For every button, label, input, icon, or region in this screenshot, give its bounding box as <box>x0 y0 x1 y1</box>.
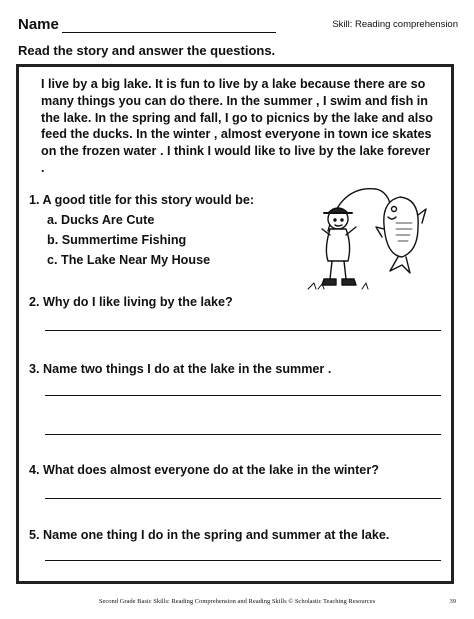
instructions: Read the story and answer the questions. <box>18 43 276 58</box>
answer-line-3a[interactable] <box>45 395 441 396</box>
page-number: 39 <box>449 598 456 605</box>
worksheet-header <box>18 14 458 38</box>
question-3: 3. Name two things I do at the lake in the summer . <box>29 362 332 376</box>
worksheet-frame <box>16 64 454 584</box>
question-1: 1. A good title for this story would be: <box>29 193 255 207</box>
answer-line-2[interactable] <box>45 330 441 331</box>
answer-line-5[interactable] <box>45 560 441 561</box>
question-5: 5. Name one thing I do in the spring and summer at the lake. <box>29 528 390 542</box>
answer-line-4[interactable] <box>45 498 441 499</box>
story-text: I live by a big lake. It is fun to live by a lake because there are so many things you can do there. In the summer , I swim and fish in the lake. In the spring and fall, I go to picnics by the lake and also feed the ducks. In the winter , almost everyone in town ice skates on the frozen water . I think I would like to live by the lake forever . <box>41 77 433 175</box>
name-label: Name <box>18 16 59 33</box>
question-4: 4. What does almost everyone do at the lake in the winter? <box>29 463 379 477</box>
question-2: 2. Why do I like living by the lake? <box>29 295 233 309</box>
choice-a[interactable]: a. Ducks Are Cute <box>47 213 155 227</box>
choice-c[interactable]: c. The Lake Near My House <box>47 253 211 267</box>
skill-label: Skill: Reading comprehension <box>332 19 458 30</box>
footer-credit: Second Grade Basic Skills: Reading Comprehension and Reading Skills © Scholastic Teaching Resources <box>98 598 376 605</box>
choice-b[interactable]: b. Summertime Fishing <box>47 233 187 247</box>
boy-fishing-illustration-icon <box>302 179 430 297</box>
answer-line-3b[interactable] <box>45 434 441 435</box>
name-write-line[interactable] <box>62 32 276 33</box>
